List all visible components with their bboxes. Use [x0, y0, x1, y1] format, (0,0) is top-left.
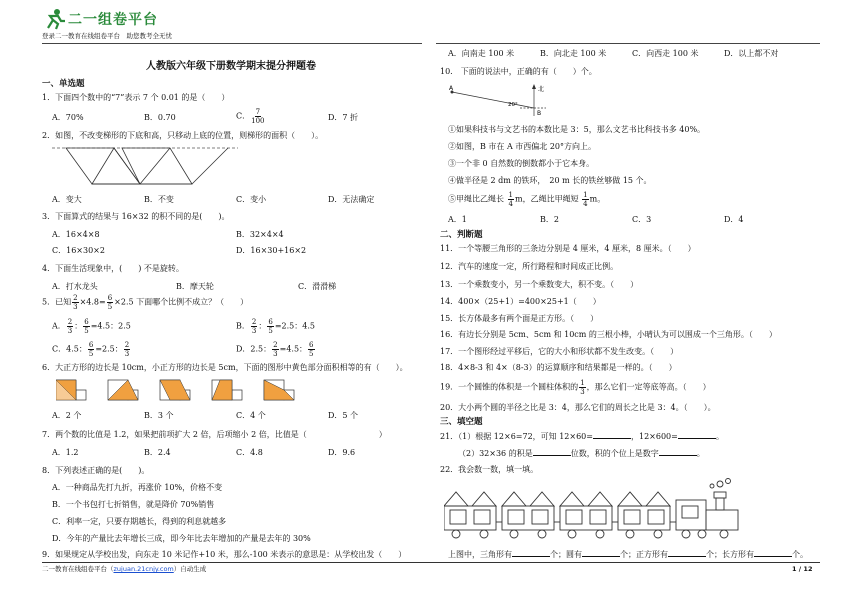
question-21-1: 21．（1）根据 12×6=72，可知 12×60= ，12×600= 。	[440, 432, 724, 441]
answer-blank[interactable]	[668, 548, 706, 557]
option-9b: B．向北走 100 米	[540, 49, 607, 58]
option-10b: B．2	[540, 215, 559, 224]
option-1b: B．0.70	[144, 113, 176, 122]
option-5c: C．4.5： $\frac{6}{5}$ =2.5： $\frac{2}{3}$	[52, 341, 130, 358]
question-19: 19．一个圆锥的体积是一个圆柱体积的 $\frac{1}{3}$ ，那么它们一定等底等高。（ ）	[440, 379, 711, 396]
option-8a: A．一种商品先打九折，再涨价 10%，价格不变	[52, 483, 223, 492]
logo	[42, 6, 172, 32]
option-10c: C．3	[632, 215, 652, 224]
option-6a: A．2 个	[52, 411, 82, 420]
question-7: 7．两个数的比值是 1.2，如果把前项扩大 2 倍，后项缩小 2 倍，比值是（ ）	[42, 430, 387, 439]
brand-name: 二一组卷平台	[68, 12, 158, 28]
statement-10-2: ②如图，B 市在 A 市西偏北 20°方向上。	[448, 142, 597, 151]
square-figure-4	[212, 380, 242, 400]
question-12: 12．汽车的速度一定，所行路程和时间成正比例。	[440, 262, 619, 271]
answer-blank[interactable]	[754, 548, 792, 557]
header-tagline: 登录二一教育在线组卷平台 助您教考全无忧	[42, 32, 172, 40]
option-5d: D．2.5： $\frac{2}{3}$ =4.5： $\frac{6}{5}$	[236, 341, 314, 358]
question-17: 17．一个图形经过平移后，它的大小和形状都不发生改变。（ ）	[440, 347, 679, 356]
question-13: 13．一个乘数变小，另一个乘数变大，积不变。（ ）	[440, 280, 639, 289]
option-1c: C． $\frac{7}{100}$	[236, 108, 265, 125]
question-15: 15．长方体最多有两个面是正方形。（ ）	[440, 314, 599, 323]
question-22: 22．我会数一数，填一填。	[440, 465, 539, 474]
option-1a: A．70%	[52, 113, 84, 122]
map-label-a: A	[449, 85, 454, 92]
option-9c: C．向西走 100 米	[632, 49, 699, 58]
train-car-2	[502, 492, 554, 538]
header-divider	[42, 43, 422, 44]
direction-map-figure	[448, 82, 548, 118]
train-car-4	[618, 492, 670, 538]
option-5b: B． $\frac{2}{3}$ ： $\frac{6}{5}$ =2.5：4.5	[236, 318, 315, 335]
option-6c: C．4 个	[236, 411, 266, 420]
question-20: 20．大小两个圆的半径之比是 3：4，那么它们的周长之比是 3：4。（ ）。	[440, 403, 716, 412]
option-2a: A．变大	[52, 195, 82, 204]
answer-blank[interactable]	[533, 447, 571, 456]
option-2b: B．不变	[144, 195, 174, 204]
option-6d: D．5 个	[328, 411, 359, 420]
question-1: 1．下面四个数中的“7”表示 7 个 0.01 的是（ ）	[42, 93, 230, 102]
question-14: 14．400×（25+1）=400×25+1（ ）	[440, 297, 601, 306]
option-10a: A．1	[448, 215, 467, 224]
question-9: 9．如果规定从学校出发，向东走 10 米记作+10 米，那么-100 米表示的意思是：从学校出发（ ）	[42, 550, 407, 559]
option-5a: A． $\frac{2}{3}$ ： $\frac{6}{5}$ =4.5：2.5	[52, 318, 131, 335]
option-2d: D．无法确定	[328, 195, 375, 204]
footer-source: 二一教育在线组卷平台（zujuan.21cnjy.com）自动生成	[42, 565, 207, 573]
train-engine	[676, 479, 738, 539]
answer-blank[interactable]	[512, 548, 550, 557]
question-18: 18．4×8-3 和 4×（8-3）的运算顺序和结果都是一样的。（ ）	[440, 363, 677, 372]
option-8b: B．一个书包打七折销售，就是降价 70%销售	[52, 500, 215, 509]
section-true-false: 二、判断题	[440, 230, 483, 240]
statement-10-3: ③一个非 0 自然数的倒数都小于它本身。	[448, 159, 595, 168]
section-single-choice: 一、单选题	[42, 79, 85, 89]
option-4a: A．打水龙头	[52, 282, 98, 291]
question-2: 2．如图，不改变梯形的下底和高，只移动上底的位置，则梯形的面积（ ）。	[42, 131, 324, 140]
question-4: 4．下面生活现象中，( ) 不是旋转。	[42, 264, 184, 273]
option-9a: A．向南走 100 米	[448, 49, 515, 58]
square-figures	[56, 378, 296, 404]
option-2c: C．变小	[236, 195, 267, 204]
question-5: 5．已知 $\frac{2}{3}$ ×4.8= $\frac{6}{5}$ ×2.5 下面哪个比例不成立？（ ）	[42, 294, 249, 311]
option-8c: C．利率一定，只要存期越长，得到的利息就越多	[52, 517, 227, 526]
option-9d: D．以上都不对	[724, 49, 779, 58]
question-16: 16．有边长分别是 5cm、5cm 和 10cm 的三根小棒，小晴认为可以围成一个三角形。（ ）	[440, 330, 777, 339]
option-3b: B．32×4×4	[236, 230, 284, 239]
runner-logo-icon	[42, 8, 66, 30]
answer-blank[interactable]	[582, 548, 620, 557]
section-fill-blank: 三、填空题	[440, 417, 483, 427]
train-car-3	[560, 492, 612, 538]
answer-blank[interactable]	[659, 447, 697, 456]
option-4b: B．摩天轮	[176, 282, 214, 291]
option-7d: D．9.6	[328, 448, 356, 457]
square-figure-5	[264, 380, 294, 400]
train-car-1	[444, 492, 496, 538]
train-figure	[444, 478, 774, 544]
statement-10-1: ①如果科技书与文艺书的本数比是 3：5，那么文艺书比科技书多 40%。	[448, 125, 706, 134]
option-7b: B．2.4	[144, 448, 171, 457]
question-3: 3．下面算式的结果与 16×32 的积不同的是( )。	[42, 212, 230, 221]
question-8: 8．下列表述正确的是( )。	[42, 466, 150, 475]
answer-blank[interactable]	[593, 430, 631, 439]
answer-blank[interactable]	[678, 430, 716, 439]
statement-10-5: ⑤甲绳比乙绳长 $\frac{1}{4}$ m，乙绳比甲绳短 $\frac{1}{4}$ m。	[448, 191, 606, 208]
map-angle-label: 20°	[508, 102, 518, 108]
option-3c: C．16×30×2	[52, 246, 105, 255]
square-figure-3	[160, 380, 190, 400]
option-3d: D．16×30+16×2	[236, 246, 307, 255]
option-4c: C．滑滑梯	[298, 282, 337, 291]
option-1d: D．7 折	[328, 113, 359, 122]
question-21-2: （2）32×36 的积是 位数，积的个位上是数字 。	[458, 449, 705, 458]
question-6: 6．大正方形的边长是 10cm，小正方形的边长是 5cm，下面的图形中黄色部分面积相等的有（ ）。	[42, 363, 408, 372]
option-3a: A．16×4×8	[52, 230, 100, 239]
option-8d: D．今年的产量比去年增长三成，即今年比去年增加的产量是去年的 30%	[52, 534, 311, 543]
option-7a: A．1.2	[52, 448, 79, 457]
question-10: 10. 下面的说法中，正确的有（ ）个。	[440, 67, 597, 76]
square-figure-1	[56, 380, 86, 400]
map-label-b: B	[537, 110, 542, 117]
page-number: 1 / 12	[792, 565, 813, 573]
trapezoid-figure	[52, 146, 242, 188]
header-divider-right	[436, 43, 820, 44]
square-figure-2	[108, 380, 138, 400]
page-title: 人教版六年级下册数学期末提分押题卷	[146, 61, 316, 72]
option-7c: C．4.8	[236, 448, 263, 457]
footer-link[interactable]: zujuan.21cnjy.com	[113, 565, 174, 573]
statement-10-4: ④做半径是 2 dm 的铁环， 20 m 长的铁丝够做 15 个。	[448, 176, 652, 185]
option-10d: D．4	[724, 215, 744, 224]
map-north-label: 北	[538, 86, 545, 93]
question-11: 11．一个等腰三角形的三条边分别是 4 厘米，4 厘米，8 厘米。（ ）	[440, 244, 696, 253]
option-6b: B．3 个	[144, 411, 174, 420]
question-22-blanks: 上图中，三角形有 个；圆有 个；正方形有 个；长方形有 个。	[448, 550, 808, 559]
